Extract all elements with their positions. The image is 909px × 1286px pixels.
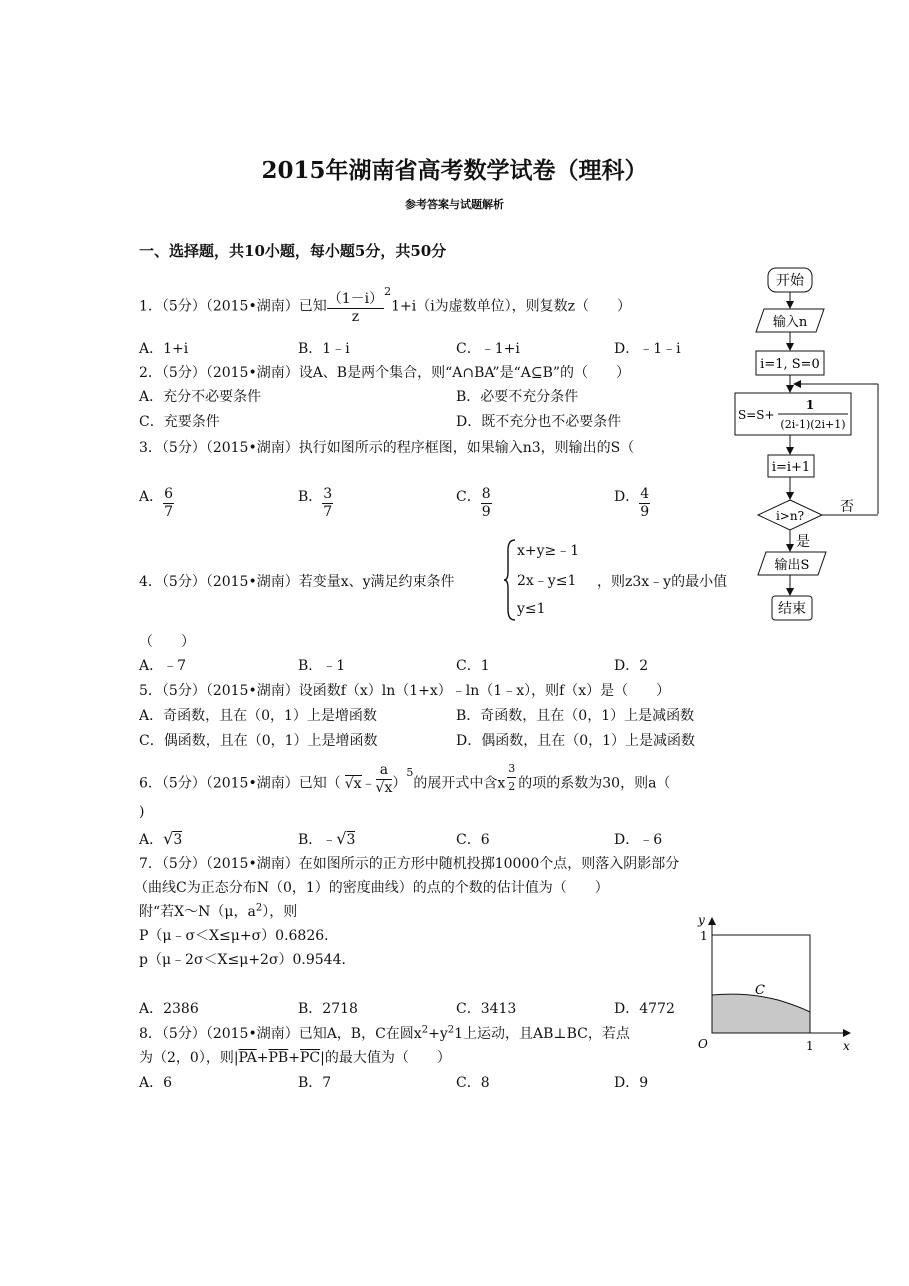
q4-option-d: D．2 — [614, 658, 649, 674]
q8-option-b: B．7 — [298, 1075, 332, 1091]
q3-option-c — [456, 486, 492, 521]
q8-line1-mid: +y — [428, 1026, 448, 1042]
q4-suffix: ，则z3x﹣y的最小值 — [597, 574, 728, 590]
q6-b-sign: ﹣ — [322, 832, 337, 848]
q6-a-label: A． — [139, 832, 164, 848]
q6-exp-num: 3 — [507, 760, 516, 778]
fc-update-den: (2i-1)(2i+1) — [780, 418, 846, 431]
q6-a-root: 3 — [173, 832, 183, 848]
q6-fraction — [376, 762, 393, 797]
q4-brace — [503, 538, 517, 622]
q3-b-den: 7 — [323, 504, 333, 520]
q1-option-b: B．1﹣i — [298, 341, 350, 357]
q1-sup: 2 — [384, 284, 392, 298]
origin-label: O — [698, 1037, 708, 1051]
q3-d-frac — [639, 486, 650, 521]
q7-line3-prefix: 附“若X～N（μ，a — [139, 904, 256, 920]
q1-prefix: 1．（5分）（2015•湖南）已知 — [139, 298, 327, 315]
question-7-line5: p（μ﹣2σ＜X≤μ+2σ）0.9544． — [139, 952, 356, 968]
q6-b-root: 3 — [346, 832, 356, 848]
q3-d-label: D． — [614, 489, 640, 505]
q6-frac-den: √x — [375, 780, 393, 796]
fc-input-label: 输入n — [772, 315, 808, 330]
q1-option-a: A．1+i — [139, 341, 189, 357]
shaded-region — [712, 994, 810, 1033]
q8-plus2: + — [288, 1050, 300, 1066]
q6-prefix: 6．（5分）（2015•湖南）已知（ — [139, 775, 341, 792]
q1-fraction — [327, 291, 384, 326]
page-title: 2015年湖南省高考数学试卷（理科） — [261, 157, 648, 184]
q1-option-c: C．﹣1+i — [456, 341, 520, 357]
q3-c-frac — [481, 486, 492, 521]
q8-vec-pb: $\overline{PB}$ — [268, 1050, 289, 1066]
fc-no-label: 否 — [840, 499, 854, 515]
q3-c-den: 9 — [481, 504, 491, 520]
q3-option-d — [614, 486, 650, 521]
q6-frac-den-x: x — [384, 780, 393, 796]
fc-update-num: 1 — [805, 398, 815, 412]
q3-b-num: 3 — [323, 486, 333, 502]
y-axis-label: y — [698, 913, 705, 927]
q6-a-root-sign: √ — [163, 829, 174, 848]
q3-d-num: 4 — [640, 486, 650, 502]
question-4-prefix: 4．（5分）（2015•湖南）若变量x、y满足约束条件 — [139, 574, 455, 590]
q6-exp-den: 2 — [508, 780, 516, 793]
question-7-line2: （曲线C为正态分布N（0，1）的密度曲线）的点的个数的估计值为（ ） — [134, 880, 609, 896]
q8-sup2: 2 — [447, 1024, 455, 1036]
q6-minus: ﹣ — [361, 775, 376, 792]
q8-line1-suffix: 1上运动，且AB⊥BC，若点 — [454, 1026, 630, 1042]
q4-constraint-1: x+y≥﹣1 — [517, 543, 580, 559]
q6-sqrt-x: √x — [344, 775, 362, 792]
q3-d-den: 9 — [640, 504, 650, 520]
question-8-line2 — [139, 1047, 451, 1067]
q3-option-b — [298, 486, 333, 521]
q6-option-b — [298, 829, 355, 849]
q5-option-b: B．奇函数，且在（0，1）上是减函数 — [456, 708, 695, 724]
q7-line3-suffix: ），则 — [262, 904, 298, 920]
q8-vec-pc: $\overline{PC}$ — [299, 1050, 321, 1066]
q6-b-label: B． — [298, 832, 323, 848]
q1-suffix: 1+i（i为虚数单位），则复数z（ ） — [391, 298, 632, 315]
q6-option-d: D．﹣6 — [614, 832, 663, 848]
q3-option-a — [139, 486, 174, 521]
q3-a-den: 7 — [164, 504, 174, 520]
q3-a-label: A． — [139, 489, 164, 505]
q8-plus1: + — [256, 1050, 269, 1066]
fc-cond-label: i>n? — [775, 509, 805, 523]
q4-constraint-3: y≤1 — [517, 601, 546, 617]
q2-option-c: C．充要条件 — [139, 414, 220, 430]
y-tick-label: 1 — [700, 929, 708, 943]
q6-root-x: x — [353, 775, 362, 792]
question-5: 5．（5分）（2015•湖南）设函数f（x）ln（1+x）﹣ln（1﹣x），则f（x）是（ ） — [139, 683, 671, 699]
x-axis-label: x — [843, 1039, 850, 1053]
question-7-line4: P（μ﹣σ＜X≤μ+σ）0.6826． — [139, 928, 339, 944]
q8-option-c: C．8 — [456, 1075, 490, 1091]
q4-option-a: A．﹣7 — [139, 658, 187, 674]
q7-option-c: C．3413 — [456, 1001, 517, 1017]
q5-option-a: A．奇函数，且在（0，1）上是增函数 — [139, 708, 377, 724]
question-8-line1 — [139, 1023, 689, 1043]
q6-option-a — [139, 829, 182, 849]
q6-close: ) — [139, 804, 145, 820]
q7-option-a: A．2386 — [139, 1001, 199, 1017]
q3-c-label: C． — [456, 489, 481, 505]
q5-option-d: D．偶函数，且在（0，1）上是减函数 — [456, 733, 696, 749]
q4-constraint-2: 2x﹣y≤1 — [517, 573, 577, 589]
curve-label: C — [755, 983, 765, 998]
q3-a-frac — [163, 486, 174, 521]
q8-line1-prefix: 8．（5分）（2015•湖南）已知A，B，C在圆x — [139, 1026, 422, 1042]
fc-update-prefix: S=S+ — [738, 408, 775, 422]
q7-option-b: B．2718 — [298, 1001, 358, 1017]
q8-line2-prefix: 为（2，0），则| — [139, 1050, 239, 1066]
fc-init-label: i=1, S=0 — [760, 357, 820, 372]
q4-paren: （ ） — [139, 634, 195, 650]
q3-b-label: B． — [298, 489, 323, 505]
q5-option-c: C．偶函数，且在（0，1）上是增函数 — [139, 733, 378, 749]
q2-option-d: D．既不充分也不必要条件 — [456, 414, 622, 430]
question-7-line1: 7．（5分）（2015•湖南）在如图所示的正方形中随机投掷10000个点，则落入阴影部分 — [139, 856, 680, 872]
q8-vec-pa: $\overline{PA}$ — [238, 1050, 257, 1066]
q7-line3-sup: 2 — [255, 902, 263, 914]
q6-exp-frac — [507, 760, 516, 795]
fc-start-label: 开始 — [776, 273, 804, 289]
fc-yes-label: 是 — [796, 534, 810, 550]
q4-option-c: C．1 — [456, 658, 490, 674]
q1-frac-den: z — [351, 309, 360, 325]
q3-b-frac — [322, 486, 333, 521]
q8-line2-suffix: |的最大值为（ ） — [320, 1050, 451, 1066]
normal-curve-graph — [688, 912, 858, 1057]
q2-option-b: B．必要不充分条件 — [456, 389, 579, 405]
q3-c-num: 8 — [481, 486, 491, 502]
q1-option-d: D．﹣1﹣i — [614, 341, 681, 357]
q8-sup1: 2 — [421, 1024, 429, 1036]
q6-frac-num: a — [376, 762, 393, 780]
q6-suffix: 的项的系数为30，则a（ — [518, 775, 671, 792]
page-subtitle: 参考答案与试题解析 — [405, 198, 504, 211]
question-3: 3．（5分）（2015•湖南）执行如图所示的程序框图，如果输入n3，则输出的S（ — [139, 440, 635, 456]
section-heading: 一、选择题，共10小题，每小题5分，共50分 — [139, 242, 447, 260]
q4-option-b: B．﹣1 — [298, 658, 346, 674]
q7-option-d: D．4772 — [614, 1001, 675, 1017]
q6-mid: 的展开式中含x — [413, 775, 506, 792]
q3-a-num: 6 — [164, 486, 174, 502]
flowchart-diagram — [730, 262, 909, 632]
q1-frac-num: （1－i） — [327, 291, 384, 307]
q8-option-d: D．9 — [614, 1075, 649, 1091]
question-6: 6．（5分）（2015•湖南）已知（ √x﹣ $\frac{a}{√x}$ ）$^5$的展开式中含x $\frac{3}{2}$ 的项的系数为30，则a（ — [139, 762, 671, 796]
fc-end-label: 结束 — [778, 601, 806, 617]
q6-option-c: C．6 — [456, 832, 490, 848]
fc-incr-label: i=i+1 — [771, 460, 811, 475]
question-1 — [139, 284, 632, 325]
q2-option-a: A．充分不必要条件 — [139, 389, 262, 405]
question-2: 2．（5分）（2015•湖南）设A、B是两个集合，则“A∩BA”是“A⊆B”的（ ） — [139, 365, 631, 381]
fc-output-label: 输出S — [774, 558, 810, 573]
q8-option-a: A．6 — [139, 1075, 173, 1091]
q6-pow: 5 — [406, 765, 414, 779]
question-7-line3 — [139, 901, 297, 921]
x-tick-label: 1 — [806, 1039, 814, 1053]
q6-b-root-sign: √ — [336, 829, 347, 848]
